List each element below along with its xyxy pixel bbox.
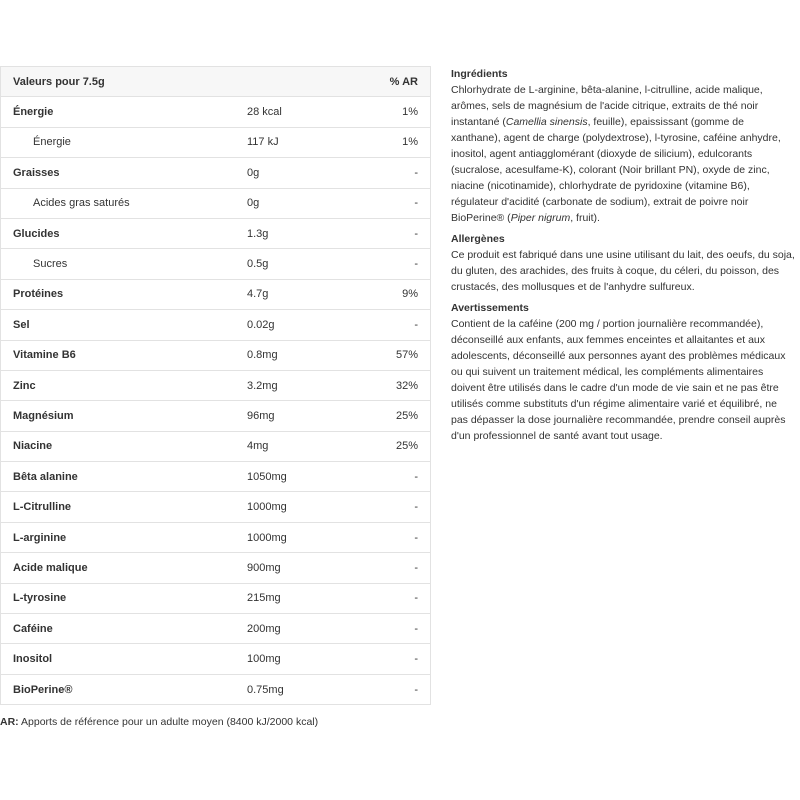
- nutrient-ar: -: [369, 310, 431, 340]
- product-info: [451, 66, 796, 449]
- nutrient-quantity: 0.5g: [235, 249, 369, 279]
- nutrient-name: BioPerine®: [1, 674, 236, 704]
- nutrient-name: Énergie: [1, 127, 236, 157]
- footnote-label: AR:: [0, 716, 19, 728]
- table-row: [1, 674, 431, 704]
- nutrient-quantity: 215mg: [235, 583, 369, 613]
- nutrient-name: Magnésium: [1, 401, 236, 431]
- table-row: [1, 583, 431, 613]
- table-row: [1, 249, 431, 279]
- footnote: [0, 716, 318, 728]
- table-row: [1, 158, 431, 188]
- nutrient-ar: 1%: [369, 127, 431, 157]
- nutrient-quantity: 200mg: [235, 614, 369, 644]
- table-row: [1, 97, 431, 127]
- table-row: [1, 401, 431, 431]
- nutrient-ar: 32%: [369, 370, 431, 400]
- table-header-row: [1, 67, 431, 97]
- nutrient-ar: -: [369, 492, 431, 522]
- nutrient-name: Caféine: [1, 614, 236, 644]
- ingredients-part-3: , fruit).: [570, 212, 600, 224]
- nutrient-ar: -: [369, 522, 431, 552]
- allergens-text: Ce produit est fabriqué dans une usine utilisant du lait, des oeufs, du soja, du gluten, des arachides, des fruits à coque, du céleri, du poisson, des crustacés, des mollusques et de l'anhydre sulfureux.: [451, 249, 795, 293]
- nutrient-quantity: 0.8mg: [235, 340, 369, 370]
- nutrient-name: Énergie: [1, 97, 236, 127]
- nutrient-quantity: 0g: [235, 158, 369, 188]
- header-qty: [235, 67, 369, 97]
- nutrient-name: Vitamine B6: [1, 340, 236, 370]
- nutrient-ar: 25%: [369, 431, 431, 461]
- nutrient-name: Acide malique: [1, 553, 236, 583]
- nutrient-quantity: 100mg: [235, 644, 369, 674]
- ingredients-italic-1: Camellia sinensis: [505, 116, 588, 128]
- nutrient-name: Sel: [1, 310, 236, 340]
- table-row: [1, 340, 431, 370]
- nutrient-ar: 1%: [369, 97, 431, 127]
- nutrient-ar: -: [369, 188, 431, 218]
- ingredients-title: Ingrédients: [451, 68, 508, 80]
- table-row: [1, 492, 431, 522]
- table-row: [1, 553, 431, 583]
- nutrient-quantity: 3.2mg: [235, 370, 369, 400]
- header-ar: % AR: [369, 67, 431, 97]
- nutrient-quantity: 96mg: [235, 401, 369, 431]
- table-row: [1, 127, 431, 157]
- nutrient-quantity: 1050mg: [235, 462, 369, 492]
- table-row: [1, 522, 431, 552]
- nutrient-ar: -: [369, 218, 431, 248]
- nutrient-quantity: 4mg: [235, 431, 369, 461]
- ingredients-part-2: , feuille), epaississant (gomme de xanthane), agent de charge (polydextrose), l-tyrosine, caféine anhydre, inositol, agent antiagglomérant (dioxyde de silicium), edulcorants (sucralose, acesulfame-K), colorant (Noir brillant PN), oxyde de zinc, niacine (nicotinamide), chlorhydrate de pyridoxine (vitamine B6), régulateur d'acidité (carbonate de sodium), extrait de poivre noir BioPerine® (: [451, 116, 781, 224]
- nutrient-name: L-tyrosine: [1, 583, 236, 613]
- warnings-title: Avertissements: [451, 302, 529, 314]
- header-label: Valeurs pour 7.5g: [1, 67, 236, 97]
- footnote-text: Apports de référence pour un adulte moyen (8400 kJ/2000 kcal): [18, 716, 319, 728]
- nutrient-quantity: 0.75mg: [235, 674, 369, 704]
- table-row: [1, 431, 431, 461]
- ingredients-italic-2: Piper nigrum: [510, 212, 571, 224]
- nutrient-name: Graisses: [1, 158, 236, 188]
- nutrient-name: Glucides: [1, 218, 236, 248]
- nutrient-ar: -: [369, 614, 431, 644]
- nutrition-table: [0, 66, 431, 705]
- table-row: [1, 218, 431, 248]
- nutrient-ar: -: [369, 462, 431, 492]
- nutrient-name: Inositol: [1, 644, 236, 674]
- table-row: [1, 279, 431, 309]
- nutrient-name: Acides gras saturés: [1, 188, 236, 218]
- table-row: [1, 462, 431, 492]
- nutrient-quantity: 4.7g: [235, 279, 369, 309]
- nutrient-ar: 57%: [369, 340, 431, 370]
- nutrient-quantity: 900mg: [235, 553, 369, 583]
- nutrient-ar: -: [369, 644, 431, 674]
- nutrient-quantity: 1.3g: [235, 218, 369, 248]
- nutrient-name: Sucres: [1, 249, 236, 279]
- ingredients-text: [451, 82, 796, 226]
- nutrition-table-body: [1, 97, 431, 705]
- nutrient-name: L-Citrulline: [1, 492, 236, 522]
- nutrient-ar: -: [369, 583, 431, 613]
- nutrient-ar: -: [369, 674, 431, 704]
- nutrient-name: L-arginine: [1, 522, 236, 552]
- nutrient-quantity: 0.02g: [235, 310, 369, 340]
- nutrient-quantity: 0g: [235, 188, 369, 218]
- nutrient-quantity: 1000mg: [235, 492, 369, 522]
- nutrient-ar: 9%: [369, 279, 431, 309]
- nutrient-ar: -: [369, 158, 431, 188]
- table-row: [1, 370, 431, 400]
- nutrient-ar: -: [369, 249, 431, 279]
- allergens-title: Allergènes: [451, 233, 505, 245]
- nutrient-name: Niacine: [1, 431, 236, 461]
- table-row: [1, 614, 431, 644]
- nutrient-name: Bêta alanine: [1, 462, 236, 492]
- nutrient-quantity: 1000mg: [235, 522, 369, 552]
- nutrient-ar: 25%: [369, 401, 431, 431]
- table-row: [1, 188, 431, 218]
- table-row: [1, 310, 431, 340]
- table-row: [1, 644, 431, 674]
- nutrient-quantity: 117 kJ: [235, 127, 369, 157]
- nutrient-quantity: 28 kcal: [235, 97, 369, 127]
- nutrient-ar: -: [369, 553, 431, 583]
- warnings-text: Contient de la caféine (200 mg / portion journalière recommandée), déconseillé aux enfants, aux femmes enceintes et allaitantes et aux adolescents, déconseillé aux personnes ayant des problèmes médicaux ou qui suivent un traitement médical, les compléments alimentaires doivent être utilisés dans le cadre d'un mode de vie sain et ne pas être utilisés comme substituts d'un régime alimentaire varié et équilibré, ne pas dépasser la dose journalière recommandée, prendre conseil auprès d'un professionnel de santé avant tout usage.: [451, 318, 786, 442]
- nutrient-name: Protéines: [1, 279, 236, 309]
- nutrient-name: Zinc: [1, 370, 236, 400]
- ingredients-part-1: Chlorhydrate de L-arginine, bêta-alanine, l-citrulline, acide malique, arômes, sels de magnésium de l'acide citrique, extraits de thé noir instantané (: [451, 84, 763, 128]
